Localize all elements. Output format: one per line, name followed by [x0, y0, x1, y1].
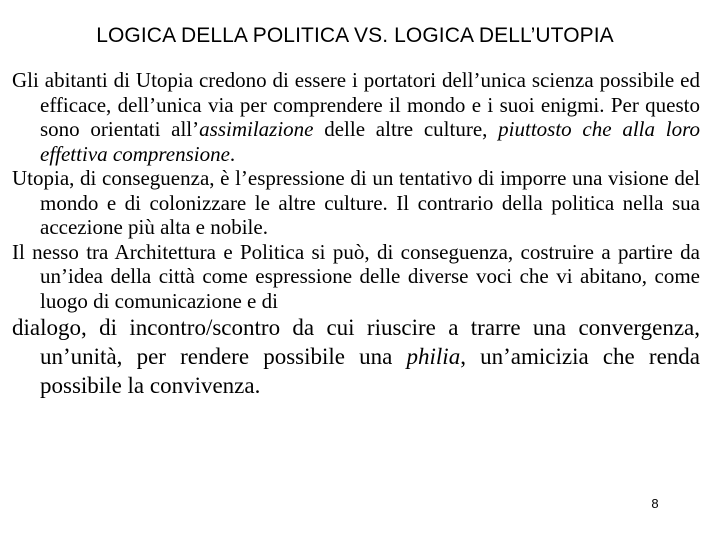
- paragraph-3-text-c: , un’amicizia che renda possibile la convivenza.: [40, 344, 700, 398]
- paragraph-3-text-b: dialogo, di incontro/scontro da cui riuscire a trarre una convergenza, un’unità, per rendere possibile una: [12, 315, 700, 369]
- paragraph-architecture-politics: [12, 240, 700, 401]
- paragraph-3-text-a: Il nesso tra Architettura e Politica si può, di conseguenza, costruire a partire da un’idea della città come espressione delle diverse voci che vi abitano, come luogo di comunicazione e di: [12, 239, 700, 313]
- paragraph-1-text-a: Gli abitanti di Utopia credono di essere i portatori dell’unica scienza possibile ed efficace, dell’unica via per comprendere il mondo e i suoi enigmi. Per questo sono orientati all’: [12, 68, 700, 141]
- paragraph-1-emphasis-comprehension: piuttosto che alla loro effettiva comprensione: [40, 117, 700, 166]
- paragraph-utopia-imposition: [12, 166, 700, 240]
- paragraph-utopia-inhabitants: [12, 68, 700, 166]
- paragraph-3-large-text: [12, 313, 700, 400]
- paragraph-2-text: Utopia, di conseguenza, è l’espressione di un tentativo di imporre una visione del mondo e di colonizzare le altre culture. Il contrario della politica nella sua accezione più alta e nobile.: [12, 166, 700, 239]
- slide-title: LOGICA DELLA POLITICA VS. LOGICA DELL’UTOPIA: [96, 24, 614, 47]
- slide-body: [12, 68, 700, 400]
- paragraph-3-emphasis-philia: philia: [406, 344, 461, 369]
- paragraph-1-text-c: .: [229, 141, 236, 166]
- paragraph-1-emphasis-assimilation: assimilazione: [199, 117, 314, 141]
- page-number: 8: [651, 496, 659, 511]
- paragraph-1-text-b: delle altre culture,: [313, 117, 499, 141]
